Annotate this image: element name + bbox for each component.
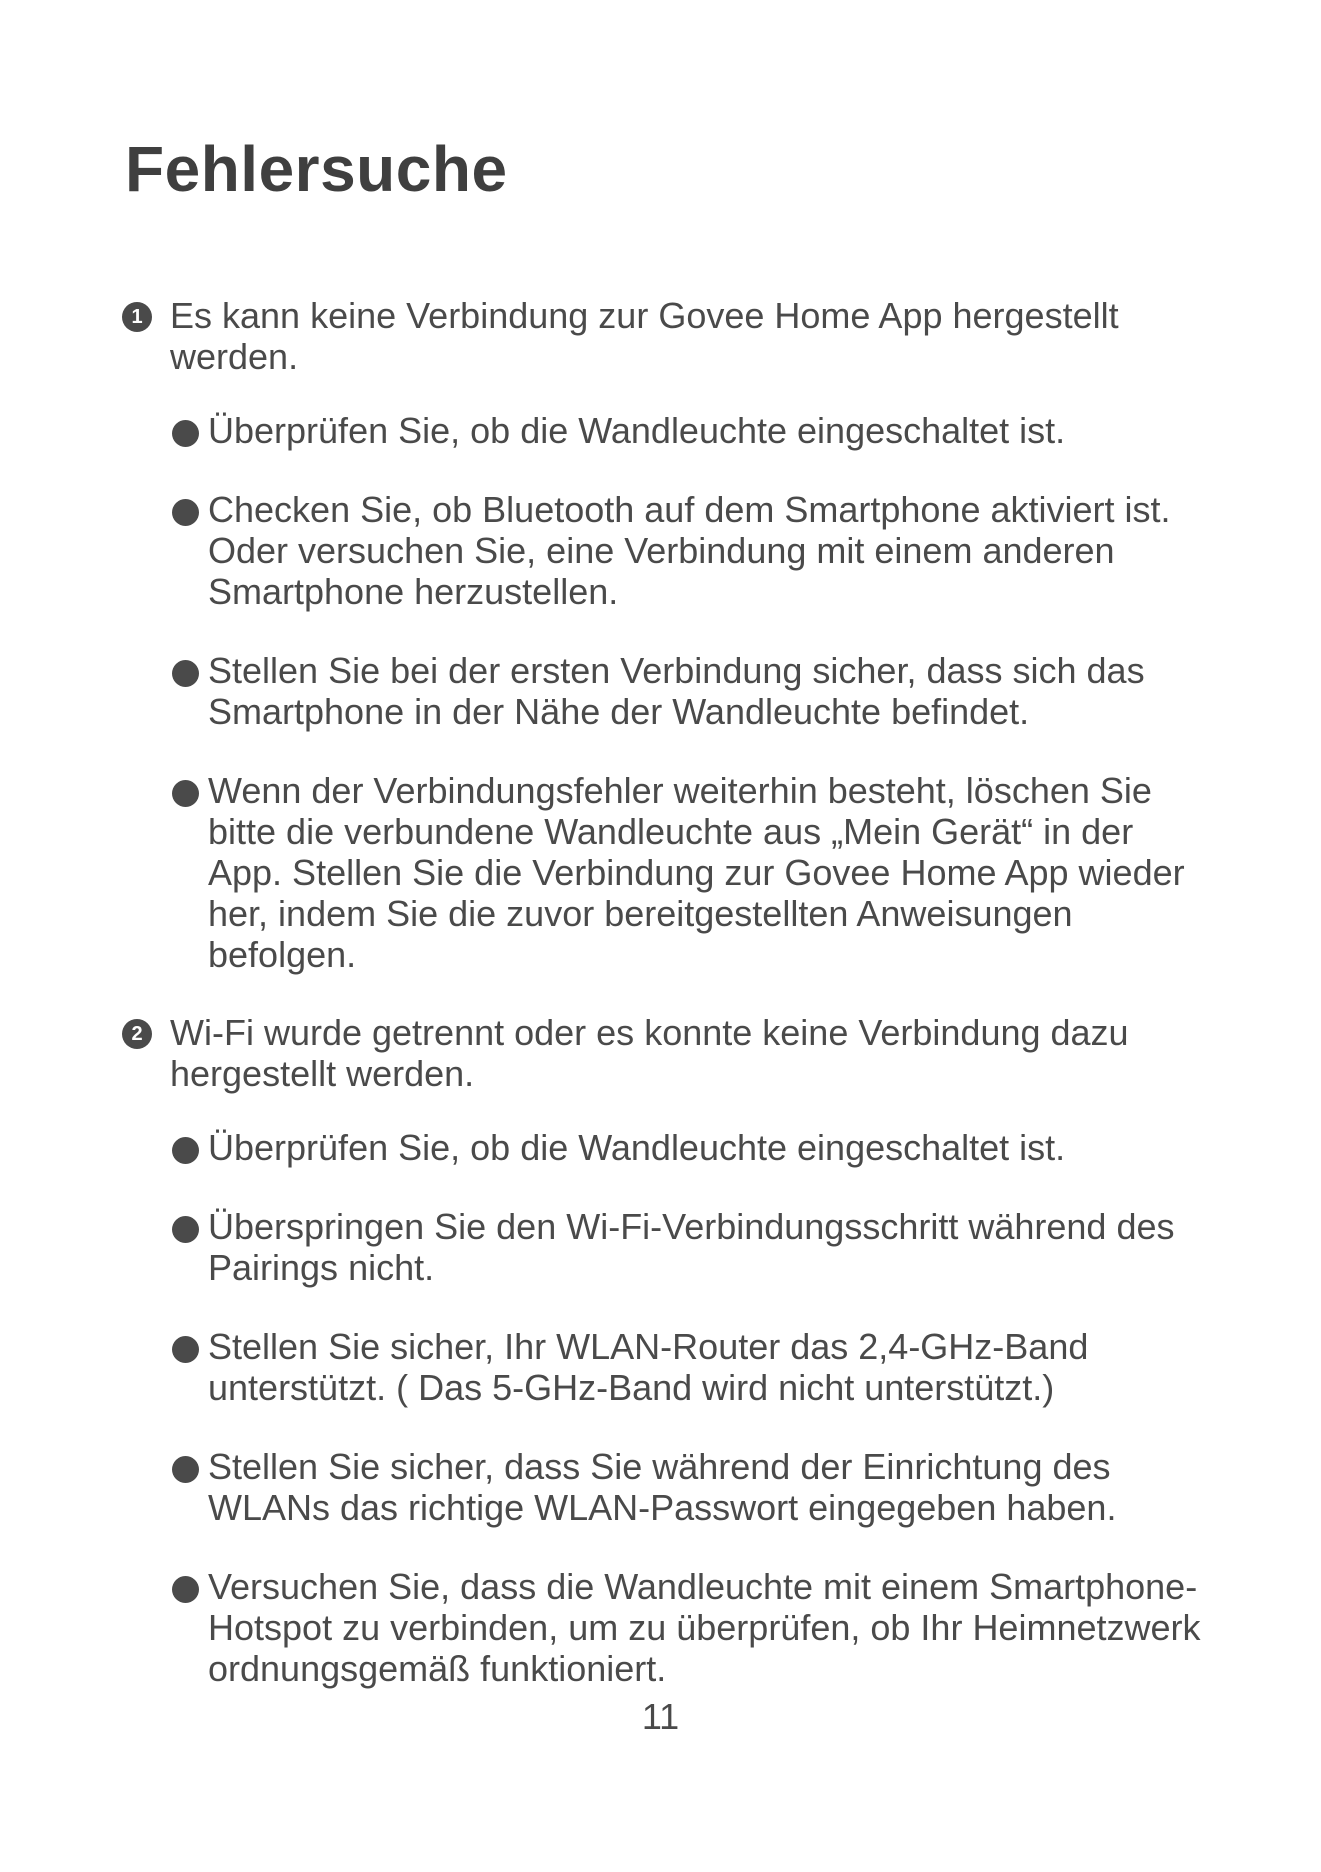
bullet-dot-icon	[172, 1137, 199, 1164]
list-item-text: Checken Sie, ob Bluetooth auf dem Smartphone aktiviert ist. Oder versuchen Sie, eine Verbindung mit einem anderen Smartphone herzustellen.	[208, 489, 1171, 612]
bullet-dot-icon	[172, 420, 199, 447]
troubleshooting-section-2	[122, 1012, 1202, 1727]
list-item-text: Stellen Sie bei der ersten Verbindung sicher, dass sich das Smartphone in der Nähe der Wandleuchte befindet.	[208, 650, 1145, 732]
list-item-text: Überprüfen Sie, ob die Wandleuchte eingeschaltet ist.	[208, 1127, 1066, 1168]
list-item	[122, 1127, 1202, 1168]
troubleshooting-section-1	[122, 295, 1202, 1013]
page-title: Fehlersuche	[125, 133, 508, 205]
list-item	[122, 489, 1202, 612]
list-item	[122, 1206, 1202, 1288]
section-heading-text: Es kann keine Verbindung zur Govee Home App hergestellt werden.	[170, 295, 1119, 377]
bullet-list	[122, 410, 1202, 975]
list-item	[122, 650, 1202, 732]
list-item	[122, 1326, 1202, 1408]
section-heading	[122, 1012, 1202, 1094]
list-item-text: Überspringen Sie den Wi-Fi-Verbindungsschritt während des Pairings nicht.	[208, 1206, 1175, 1288]
page-number: 11	[641, 1696, 680, 1737]
list-item	[122, 770, 1202, 975]
bullet-dot-icon	[172, 1576, 199, 1603]
list-item-text: Stellen Sie sicher, Ihr WLAN-Router das 2,4-GHz-Band unterstützt. ( Das 5-GHz-Band wird nicht unterstützt.)	[208, 1326, 1089, 1408]
list-item	[122, 1446, 1202, 1528]
bullet-dot-icon	[172, 499, 199, 526]
list-item-text: Versuchen Sie, dass die Wandleuchte mit einem Smartphone-Hotspot zu verbinden, um zu überprüfen, ob Ihr Heimnetzwerk ordnungsgemäß funktioniert.	[208, 1566, 1201, 1689]
bullet-dot-icon	[172, 1336, 199, 1363]
bullet-dot-icon	[172, 660, 199, 687]
list-item-text: Wenn der Verbindungsfehler weiterhin besteht, löschen Sie bitte die verbundene Wandleuchte aus „Mein Gerät“ in der App. Stellen Sie die Verbindung zur Govee Home App wieder her, indem Sie die zuvor bereitgestellten Anweisungen befolgen.	[208, 770, 1185, 975]
number-badge: 2	[122, 1019, 152, 1049]
bullet-dot-icon	[172, 1456, 199, 1483]
section-heading-text: Wi-Fi wurde getrennt oder es konnte keine Verbindung dazu hergestellt werden.	[170, 1012, 1129, 1094]
list-item	[122, 1566, 1202, 1689]
section-heading	[122, 295, 1202, 377]
list-item	[122, 410, 1202, 451]
bullet-dot-icon	[172, 1216, 199, 1243]
bullet-list	[122, 1127, 1202, 1689]
list-item-text: Stellen Sie sicher, dass Sie während der Einrichtung des WLANs das richtige WLAN-Passwort eingegeben haben.	[208, 1446, 1117, 1528]
bullet-dot-icon	[172, 780, 199, 807]
list-item-text: Überprüfen Sie, ob die Wandleuchte eingeschaltet ist.	[208, 410, 1066, 451]
number-badge: 1	[122, 302, 152, 332]
